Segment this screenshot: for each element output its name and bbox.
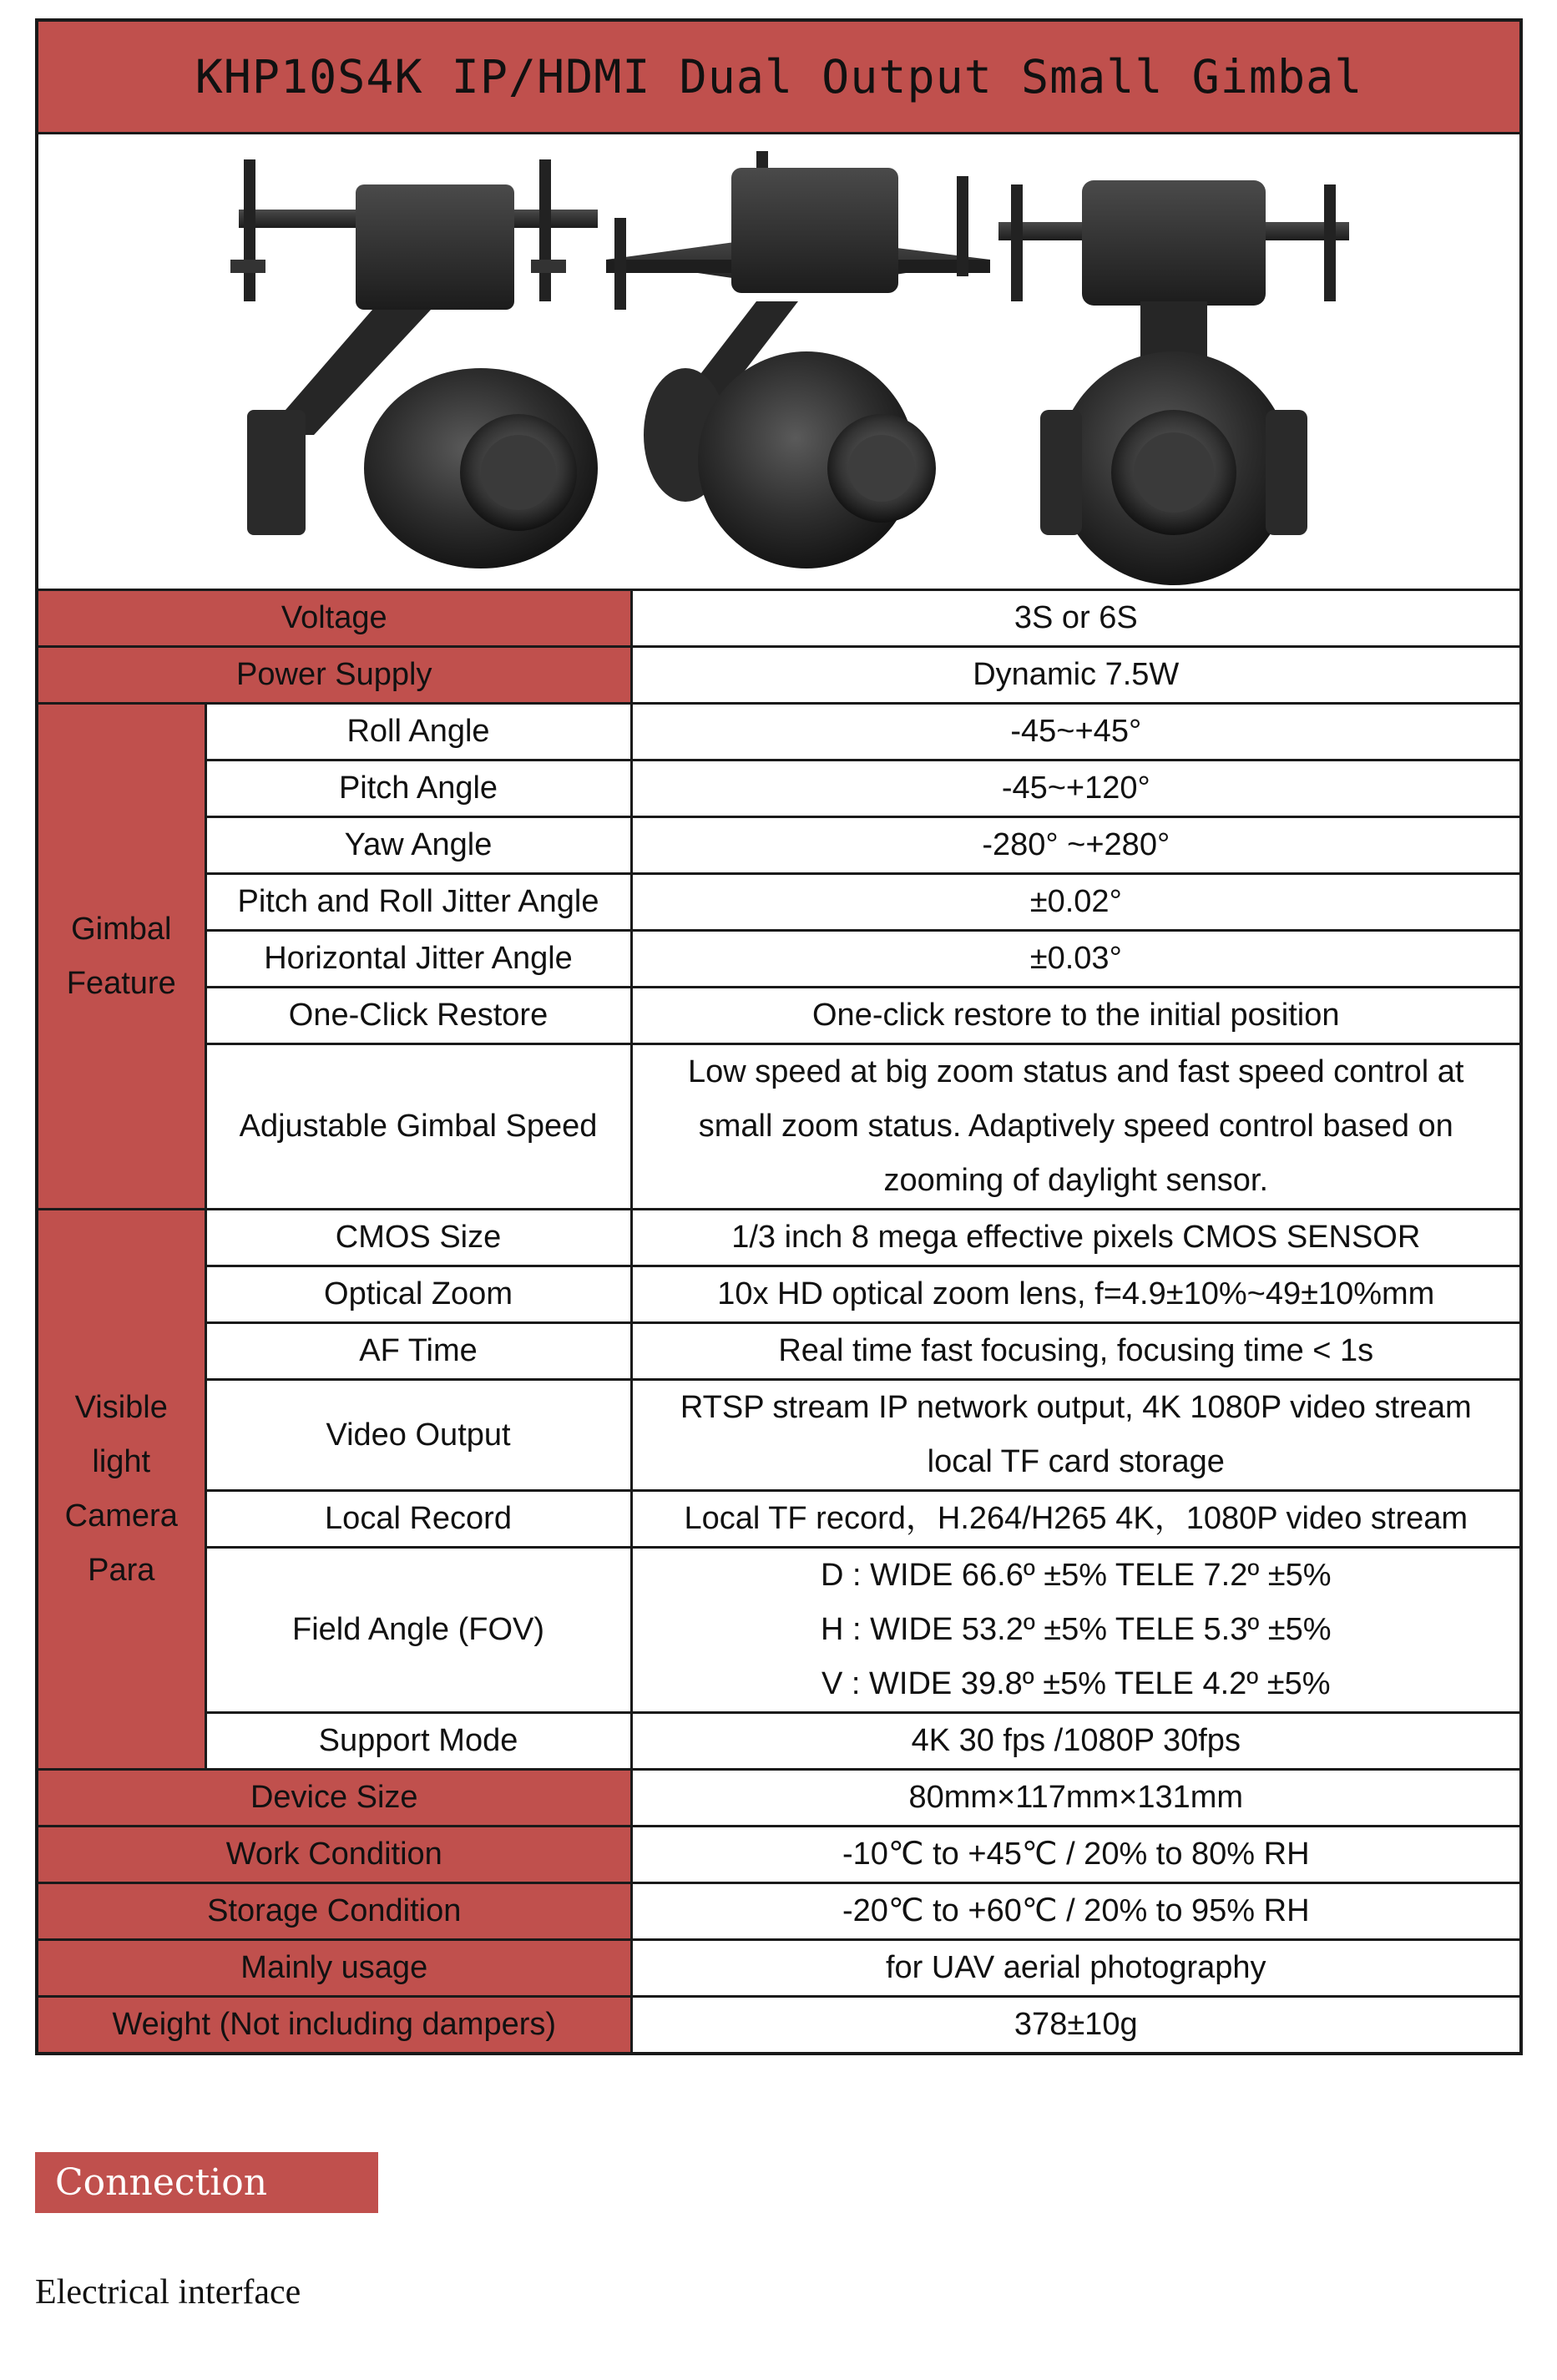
spec-label: Video Output (205, 1380, 631, 1491)
spec-value: D : WIDE 66.6º ±5% TELE 7.2º ±5% H : WIDE 53.2º ±5% TELE 5.3º ±5% V : WIDE 39.8º ±5% TELE 4.2º ±5% (631, 1548, 1519, 1713)
spec-value: -45~+45° (631, 704, 1519, 760)
spec-row-device-size (38, 1770, 1519, 1827)
spec-value: 4K 30 fps /1080P 30fps (631, 1713, 1519, 1770)
spec-sheet (35, 18, 1523, 2055)
spec-row-pitch-roll-jitter (38, 874, 1519, 931)
spec-value: ±0.03° (631, 931, 1519, 988)
spec-label: Yaw Angle (205, 817, 631, 874)
spec-label: Weight (Not including dampers) (38, 1997, 631, 2053)
spec-value: -45~+120° (631, 760, 1519, 817)
spec-value: for UAV aerial photography (631, 1940, 1519, 1997)
spec-value: 378±10g (631, 1997, 1519, 2053)
spec-row-cmos-size (38, 1210, 1519, 1266)
spec-label: Adjustable Gimbal Speed (205, 1044, 631, 1210)
spec-value: -10℃ to +45℃ / 20% to 80% RH (631, 1827, 1519, 1883)
gimbal-side-view (230, 159, 598, 568)
spec-value: One-click restore to the initial position (631, 988, 1519, 1044)
spec-label: Work Condition (38, 1827, 631, 1883)
spec-row-power-supply (38, 647, 1519, 704)
spec-row-voltage (38, 591, 1519, 647)
spec-row-horizontal-jitter (38, 931, 1519, 988)
spec-value: Low speed at big zoom status and fast speed control at small zoom status. Adaptively speed control based on zooming of daylight sensor. (631, 1044, 1519, 1210)
spec-row-local-record (38, 1491, 1519, 1548)
spec-row-af-time (38, 1323, 1519, 1380)
group-label-camera-para: Visible light Camera Para (38, 1210, 205, 1770)
spec-value: 10x HD optical zoom lens, f=4.9±10%~49±10%mm (631, 1266, 1519, 1323)
spec-row-pitch-angle (38, 760, 1519, 817)
spec-value: ±0.02° (631, 874, 1519, 931)
spec-value: RTSP stream IP network output, 4K 1080P video stream local TF card storage (631, 1380, 1519, 1491)
spec-row-field-angle (38, 1548, 1519, 1713)
spec-label: Device Size (38, 1770, 631, 1827)
spec-row-video-output (38, 1380, 1519, 1491)
spec-value: Dynamic 7.5W (631, 647, 1519, 704)
spec-label: Mainly usage (38, 1940, 631, 1997)
section-heading-connection: Connection (35, 2152, 378, 2213)
spec-label: One-Click Restore (205, 988, 631, 1044)
gimbal-angled-view (606, 151, 990, 568)
gimbal-front-view (998, 180, 1349, 585)
spec-row-storage-condition (38, 1883, 1519, 1940)
spec-table (38, 591, 1519, 2052)
spec-value: -280° ~+280° (631, 817, 1519, 874)
subheading-electrical-interface: Electrical interface (35, 2273, 301, 2312)
spec-label: Local Record (205, 1491, 631, 1548)
spec-label: Optical Zoom (205, 1266, 631, 1323)
spec-row-roll-angle (38, 704, 1519, 760)
product-photos (38, 134, 1519, 591)
spec-value: 1/3 inch 8 mega effective pixels CMOS SENSOR (631, 1210, 1519, 1266)
spec-value: Local TF record，H.264/H265 4K，1080P video stream (631, 1491, 1519, 1548)
spec-row-mainly-usage (38, 1940, 1519, 1997)
spec-label: Voltage (38, 591, 631, 647)
spec-label: CMOS Size (205, 1210, 631, 1266)
spec-label: Power Supply (38, 647, 631, 704)
spec-row-work-condition (38, 1827, 1519, 1883)
spec-label: Pitch Angle (205, 760, 631, 817)
spec-row-weight (38, 1997, 1519, 2053)
spec-value: 3S or 6S (631, 591, 1519, 647)
spec-value: Real time fast focusing, focusing time < 1s (631, 1323, 1519, 1380)
spec-label: Field Angle (FOV) (205, 1548, 631, 1713)
spec-value: -20℃ to +60℃ / 20% to 95% RH (631, 1883, 1519, 1940)
group-label-gimbal-feature: Gimbal Feature (38, 704, 205, 1210)
spec-row-adjustable-speed (38, 1044, 1519, 1210)
spec-label: Storage Condition (38, 1883, 631, 1940)
spec-label: Roll Angle (205, 704, 631, 760)
spec-row-support-mode (38, 1713, 1519, 1770)
product-title: KHP10S4K IP/HDMI Dual Output Small Gimbal (38, 22, 1519, 134)
spec-row-one-click-restore (38, 988, 1519, 1044)
spec-row-optical-zoom (38, 1266, 1519, 1323)
spec-row-yaw-angle (38, 817, 1519, 874)
spec-value: 80mm×117mm×131mm (631, 1770, 1519, 1827)
spec-label: Pitch and Roll Jitter Angle (205, 874, 631, 931)
spec-label: Support Mode (205, 1713, 631, 1770)
spec-label: Horizontal Jitter Angle (205, 931, 631, 988)
spec-label: AF Time (205, 1323, 631, 1380)
